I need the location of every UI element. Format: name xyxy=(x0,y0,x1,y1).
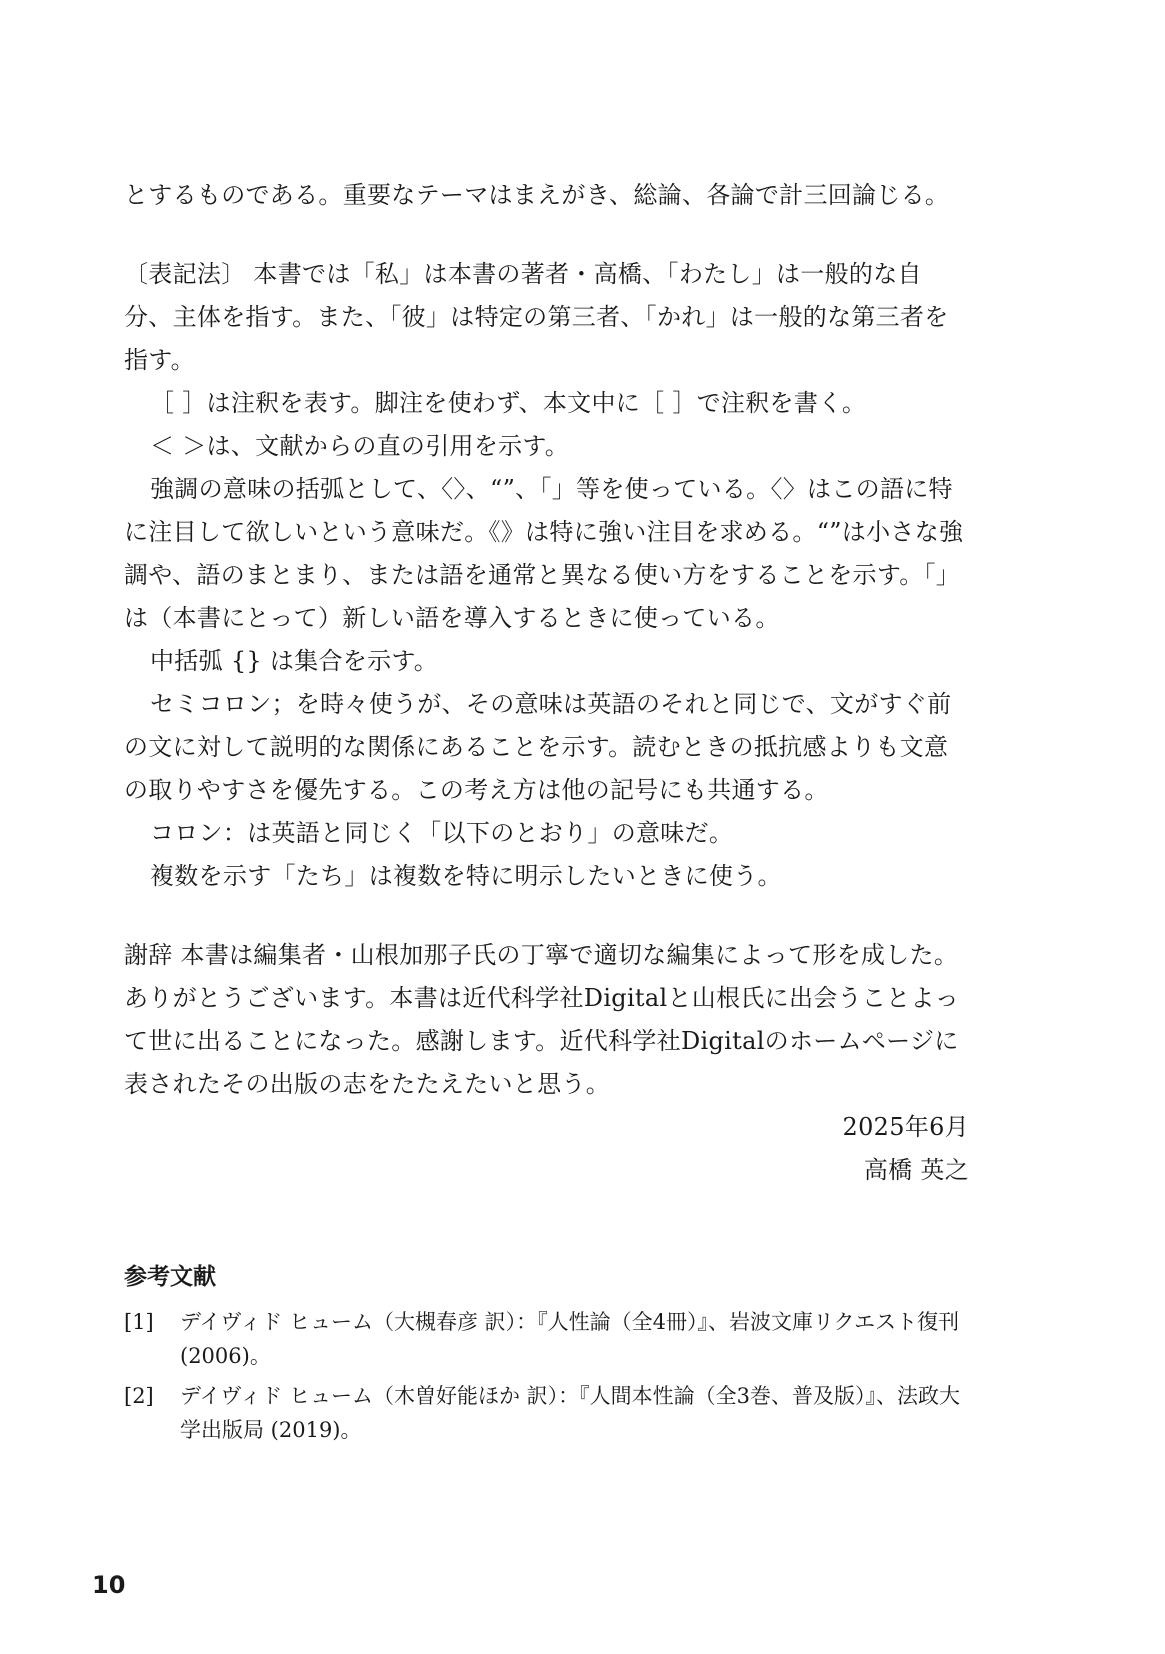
reference-number: [2] xyxy=(124,1384,154,1408)
reference-item xyxy=(124,1379,969,1447)
notation-paragraph-6: セミコロン；を時々使うが、その意味は英語のそれと同じで、文がすぐ前の文に対して説明的な関係にあることを示す。読むときの抵抗感よりも文意の取りやすさを優先する。この考え方は他の記号にも共通する。 xyxy=(124,690,952,804)
notation-paragraph-2: ［ ］は注釈を表す。脚注を使わず、本文中に［ ］で注釈を書く。 xyxy=(150,389,867,417)
page-number: 10 xyxy=(92,1571,126,1599)
intro-line: とするものである。重要なテーマはまえがき、総論、各論で計三回論じる。 xyxy=(124,181,950,209)
notation-paragraph-5: 中括弧 {} は集合を示す。 xyxy=(150,647,439,675)
author-name: 高橋 英之 xyxy=(863,1156,969,1184)
notation-paragraph-3: ＜ ＞は、文献からの直の引用を示す。 xyxy=(150,432,570,460)
acknowledgment-text: 謝辞 本書は編集者・山根加那子氏の丁寧で適切な編集によって形を成した。ありがとうございます。本書は近代科学社Digitalと山根氏に出会うことよって世に出ることになった。感謝します。近代科学社Digitalのホームページに表されたその出版の志をたたえたいと思う。 xyxy=(124,941,960,1098)
notation-paragraph-8: 複数を示す「たち」は複数を特に明示したいときに使う。 xyxy=(150,862,782,890)
reference-number: [1] xyxy=(124,1310,154,1334)
main-text xyxy=(124,174,969,1192)
reference-item xyxy=(124,1305,969,1373)
date: 2025年6月 xyxy=(842,1113,969,1141)
spacer xyxy=(124,217,969,253)
notation-paragraph-4: 強調の意味の括弧として、〈〉、“”、「」等を使っている。〈〉はこの語に特に注目して欲しいという意味だ。《》は特に強い注目を求める。“”は小さな強調や、語のまとまり、または語を通常と異なる使い方をすることを示す。「」は（本書にとって）新しい語を導入するときに使っている。 xyxy=(124,475,964,632)
spacer xyxy=(124,898,969,934)
references-section xyxy=(124,1258,969,1453)
references-title: 参考文献 xyxy=(124,1264,216,1290)
reference-text: デイヴィド ヒューム（大槻春彦 訳）：『人性論（全4冊）』、岩波文庫リクエスト復刊 (2006)。 xyxy=(180,1310,960,1368)
notation-paragraph-1: 〔表記法〕 本書では「私」は本書の著者・高橋、「わたし」は一般的な自分、主体を指す。また、「彼」は特定の第三者、「かれ」は一般的な第三者を指す。 xyxy=(124,260,949,374)
reference-text: デイヴィド ヒューム（木曽好能ほか 訳）：『人間本性論（全3巻、普及版）』、法政大学出版局 (2019)。 xyxy=(180,1384,960,1442)
notation-paragraph-7: コロン：は英語と同じく「以下のとおり」の意味だ。 xyxy=(150,819,734,847)
